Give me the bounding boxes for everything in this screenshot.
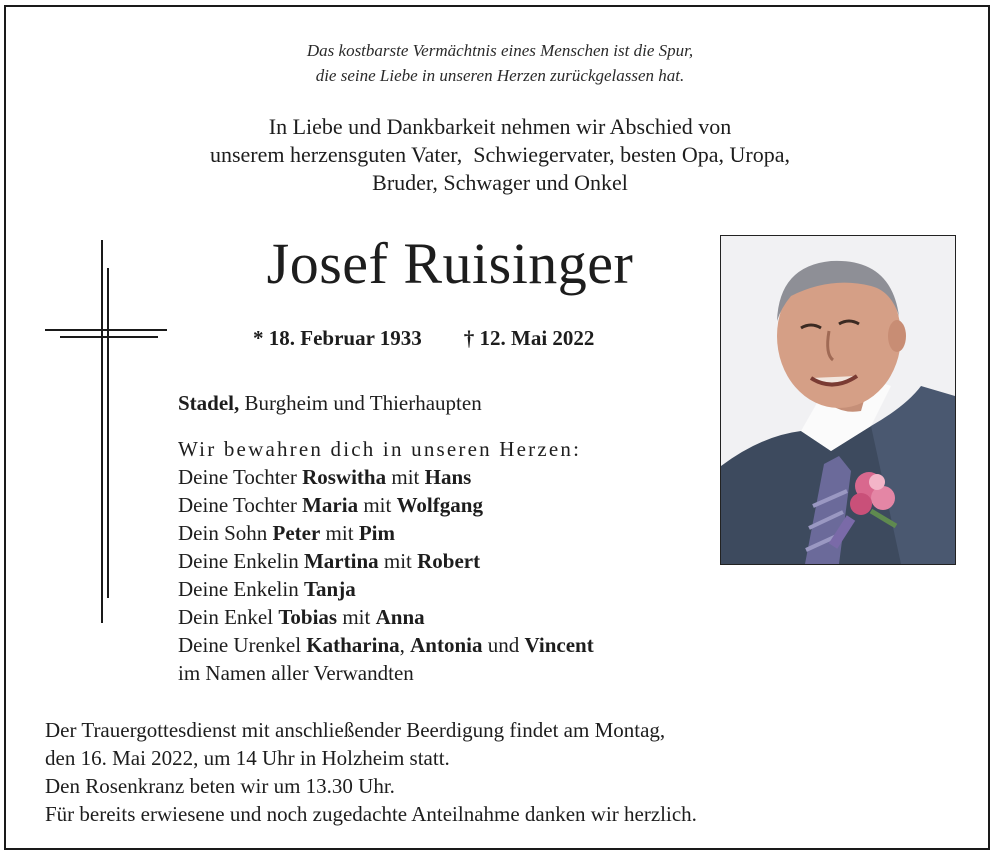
intro-line: unserem herzensguten Vater, Schwiegervater, besten Opa, Uropa, — [209, 142, 790, 167]
relation: Deine Enkelin — [178, 549, 304, 573]
intro-line: Bruder, Schwager und Onkel — [372, 170, 628, 195]
place-rest: Burgheim und Thierhaupten — [239, 391, 482, 415]
family-line — [178, 463, 594, 491]
family-line — [178, 491, 594, 519]
family-name: Peter — [272, 521, 321, 545]
connector: mit — [358, 493, 397, 517]
cross-icon-inner — [107, 268, 109, 598]
deceased-name: Josef Ruisinger — [266, 231, 634, 296]
relation: Dein Enkel — [178, 605, 279, 629]
family-name: Robert — [417, 549, 481, 573]
connector: und — [482, 633, 525, 657]
family-line — [178, 631, 594, 659]
family-lead: Wir bewahren dich in unseren Herzen: — [178, 437, 582, 461]
portrait-photo — [720, 235, 956, 565]
cross-icon-bar — [45, 329, 167, 331]
birth-date: * 18. Februar 1933 — [253, 326, 422, 350]
family-name: Roswitha — [302, 465, 387, 489]
portrait-illustration — [721, 236, 955, 564]
place-main: Stadel, — [178, 391, 240, 415]
footer-line: den 16. Mai 2022, um 14 Uhr in Holzheim statt. — [45, 746, 450, 770]
family-line — [178, 547, 594, 575]
footer-line: Für bereits erwiesene und noch zugedachte Anteilnahme danken wir herzlich. — [45, 802, 697, 826]
family-name: Martina — [303, 549, 379, 573]
cross-icon-bar-inner — [60, 336, 158, 338]
connector: mit — [378, 549, 418, 573]
family-name: Anna — [375, 605, 425, 629]
relation: Deine Tochter — [178, 493, 303, 517]
family-name: Katharina — [306, 633, 400, 657]
family-name: Tanja — [303, 577, 356, 601]
motto-line: die seine Liebe in unseren Herzen zurückgelassen hat. — [315, 66, 685, 85]
family-line — [178, 603, 594, 631]
intro-line: In Liebe und Dankbarkeit nehmen wir Abschied von — [268, 114, 732, 139]
family-closing: im Namen aller Verwandten — [178, 661, 414, 685]
family-list — [178, 435, 594, 687]
life-dates — [253, 324, 594, 352]
family-line — [178, 575, 594, 603]
family-name: Wolfgang — [396, 493, 483, 517]
family-name: Maria — [302, 493, 359, 517]
footer-line: Der Trauergottesdienst mit anschließender Beerdigung findet am Montag, — [45, 718, 666, 742]
footer-line: Den Rosenkranz beten wir um 13.30 Uhr. — [45, 774, 395, 798]
connector: , — [399, 633, 411, 657]
relation: Deine Tochter — [178, 465, 303, 489]
family-line — [178, 519, 594, 547]
service-info — [45, 716, 697, 828]
place-line — [178, 389, 482, 417]
family-name: Antonia — [410, 633, 483, 657]
family-name: Tobias — [278, 605, 338, 629]
relation: Deine Urenkel — [178, 633, 307, 657]
connector: mit — [320, 521, 359, 545]
connector: mit — [386, 465, 425, 489]
motto — [0, 38, 1000, 88]
intro-text — [0, 113, 1000, 197]
family-name: Pim — [358, 521, 395, 545]
relation: Dein Sohn — [178, 521, 273, 545]
family-name: Hans — [424, 465, 472, 489]
connector: mit — [337, 605, 376, 629]
motto-line: Das kostbarste Vermächtnis eines Menschen ist die Spur, — [306, 41, 694, 60]
death-date: † 12. Mai 2022 — [463, 326, 595, 350]
relation: Deine Enkelin — [178, 577, 304, 601]
family-name: Vincent — [524, 633, 594, 657]
